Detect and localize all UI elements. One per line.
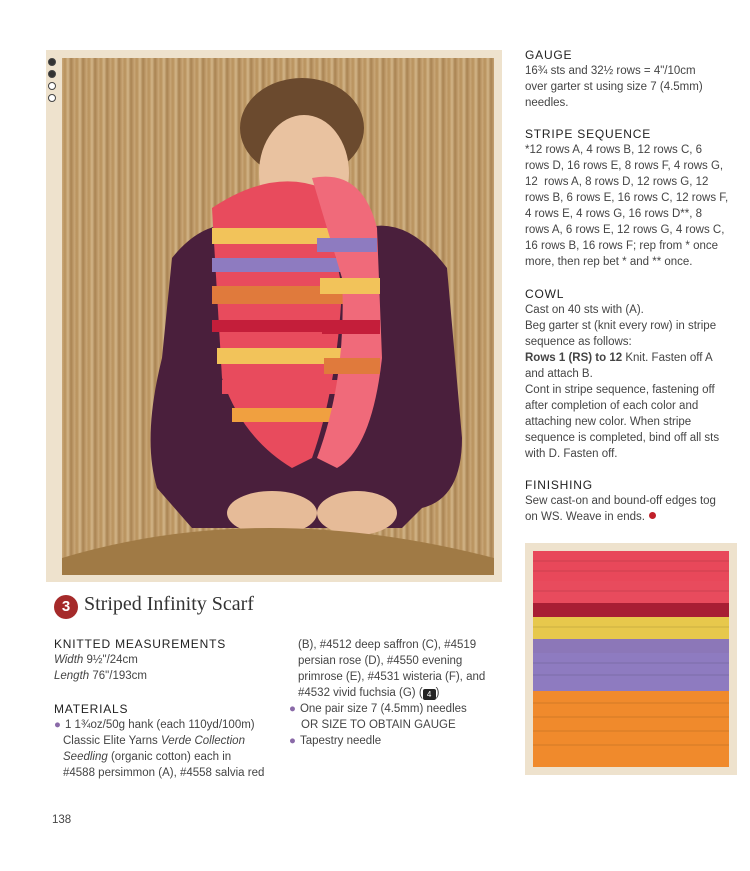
stripe-line: rows A, 6 rows E, 12 rows G, 4 rows C, xyxy=(525,224,725,236)
materials-item-1-line7: primrose (E), #4531 wisteria (F), and xyxy=(298,671,486,683)
gauge-heading: GAUGE xyxy=(525,48,573,62)
cowl-line: Beg garter st (knit every row) in stripe xyxy=(525,320,717,332)
gauge-line: 16¾ sts and 32½ rows = 4"/10cm xyxy=(525,65,696,77)
stripe-line: 16 rows B, 16 rows F; rep from * once xyxy=(525,240,719,252)
gauge-line: over garter st using size 7 (4.5mm) xyxy=(525,81,703,93)
cowl-line: Cont in stripe sequence, fastening off xyxy=(525,384,715,396)
materials-item-1-line3: Seedling (organic cotton) each in xyxy=(63,751,232,763)
yarn-weight-icon: 4 xyxy=(423,689,436,700)
width-measurement: Width 9½"/24cm xyxy=(54,654,138,666)
dot-open xyxy=(48,82,56,90)
model-photo xyxy=(62,58,494,575)
cowl-line: Cast on 40 sts with (A). xyxy=(525,304,644,316)
cowl-line: with D. Fasten off. xyxy=(525,448,618,460)
pattern-title: Striped Infinity Scarf xyxy=(84,593,254,615)
dot-open xyxy=(48,94,56,102)
materials-heading: MATERIALS xyxy=(54,702,129,716)
page-number: 138 xyxy=(52,814,72,826)
finishing-line: on WS. Weave in ends. xyxy=(525,509,656,525)
end-mark-icon xyxy=(649,512,656,519)
materials-item-1-line2: Classic Elite Yarns Verde Collection xyxy=(63,735,245,747)
cowl-line: and attach B. xyxy=(525,368,593,380)
cowl-line: sequence as follows: xyxy=(525,336,632,348)
materials-item-3: ● Tapestry needle xyxy=(289,735,382,747)
stripe-line: more, then rep bet * and ** once. xyxy=(525,256,693,268)
stripe-line: *12 rows A, 4 rows B, 12 rows C, 6 xyxy=(525,144,703,156)
cowl-rows-instruction: Rows 1 (RS) to 12 Knit. Fasten off A xyxy=(525,352,713,364)
stripe-sequence-heading: STRIPE SEQUENCE xyxy=(525,127,652,141)
finishing-line: Sew cast-on and bound-off edges tog xyxy=(525,495,716,507)
cowl-line: after completion of each color and xyxy=(525,400,699,412)
pagination-dots xyxy=(48,58,60,106)
stripe-line: 4 rows E, 4 rows G, 16 rows D**, 8 xyxy=(525,208,703,220)
finishing-heading: FINISHING xyxy=(525,478,593,492)
materials-item-2-line2: OR SIZE TO OBTAIN GAUGE xyxy=(301,719,456,731)
materials-item-1: ● 1 1¾oz/50g hank (each 110yd/100m) xyxy=(54,719,255,731)
knitted-measurements-heading: KNITTED MEASUREMENTS xyxy=(54,637,227,651)
materials-item-2: ● One pair size 7 (4.5mm) needles xyxy=(289,703,467,715)
stripe-line: rows D, 16 rows E, 8 rows F, 4 rows G, xyxy=(525,160,724,172)
cowl-line: attaching new color. When stripe xyxy=(525,416,692,428)
materials-item-1-line4: #4588 persimmon (A), #4558 salvia red xyxy=(63,767,265,779)
stripe-line: rows B, 6 rows E, 16 rows C, 12 rows F, xyxy=(525,192,729,204)
materials-item-1-line6: persian rose (D), #4550 evening xyxy=(298,655,463,667)
materials-item-1-line5: (B), #4512 deep saffron (C), #4519 xyxy=(298,639,477,651)
gauge-line: needles. xyxy=(525,97,569,109)
length-measurement: Length 76"/193cm xyxy=(54,670,147,682)
knit-swatch-photo xyxy=(533,551,729,767)
cowl-line: sequence is completed, bind off all sts xyxy=(525,432,720,444)
stripe-line: 12 rows A, 8 rows D, 12 rows G, 12 xyxy=(525,176,709,188)
pattern-number-badge: 3 xyxy=(54,595,78,619)
dot-filled xyxy=(48,58,56,66)
materials-item-1-line8: #4532 vivid fuchsia (G) ( 4 ) xyxy=(298,687,440,699)
dot-filled xyxy=(48,70,56,78)
cowl-heading: COWL xyxy=(525,287,565,301)
